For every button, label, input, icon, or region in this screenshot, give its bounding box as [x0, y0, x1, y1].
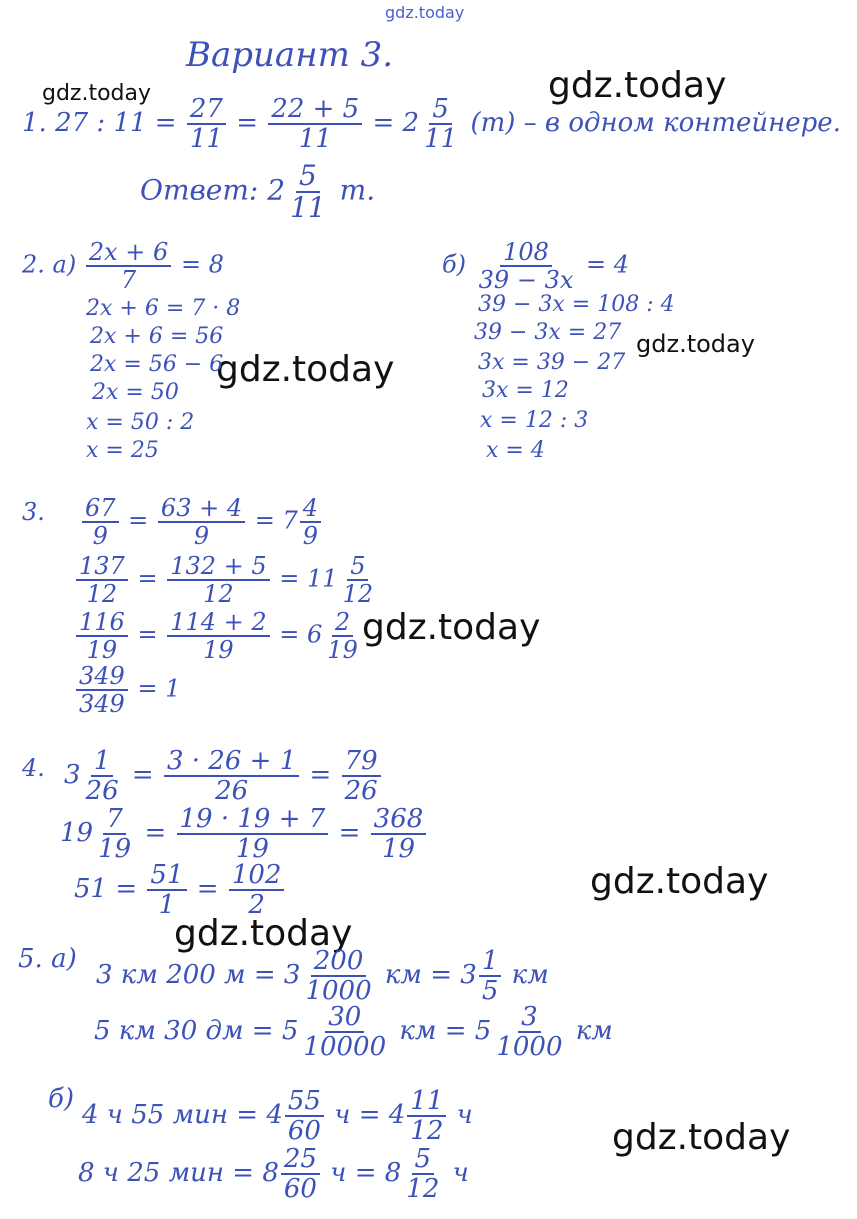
task-number: 1.	[22, 108, 47, 138]
fraction: $\frac{368}{19}$	[371, 806, 427, 862]
fraction: $\frac{11}{12}$	[407, 1088, 446, 1144]
fraction: $\frac{349}{349}$	[76, 664, 128, 716]
task-5-row: 3 км 200 м = 3 $\frac{200}{1000}$ км = 3 $\frac{1}{5}$ км	[96, 946, 549, 1006]
fraction: $\frac{2x + 6}{7}$	[86, 240, 171, 292]
fraction: $\frac{19 \cdot 19 + 7}{19}$	[177, 806, 329, 862]
watermark: gdz.today	[612, 1117, 791, 1158]
task-5-row: 5 км 30 дм = 5 $\frac{30}{10000}$ км = 5 $\frac{3}{1000}$ км	[94, 1002, 613, 1062]
fraction: $\frac{79}{26}$	[342, 748, 381, 804]
fraction: $\frac{3}{1000}$	[496, 1002, 563, 1062]
equation-line: 39 − 3x = 108 : 4	[478, 292, 675, 317]
fraction: $\frac{51}{1}$	[147, 862, 186, 918]
part-label: б)	[48, 1084, 75, 1114]
task-4-row: 51 = $\frac{51}{1}$ = $\frac{102}{2}$	[74, 862, 286, 918]
equation-line: 3x = 39 − 27	[478, 350, 626, 375]
fraction: $\frac{3 \cdot 26 + 1}{26}$	[164, 748, 299, 804]
page-title: Вариант 3.	[186, 35, 394, 75]
fraction: $\frac{30}{10000}$	[303, 1002, 387, 1062]
fraction: $\frac{1}{5}$	[479, 948, 502, 1004]
fraction: $\frac{55}{60}$	[285, 1088, 324, 1144]
equation-line: 2x = 56 − 6	[90, 352, 224, 377]
fraction: $\frac{2}{19}$	[327, 608, 358, 664]
equation-line: x = 12 : 3	[480, 408, 589, 433]
task-2b-header: б) $\frac{108}{39 - 3x}$ = 4	[442, 238, 630, 294]
task-3-row: $\frac{67}{9}$ = $\frac{63 + 4}{9}$ = 7 $\frac{4}{9}$	[80, 496, 323, 548]
equation-line: 2x = 50	[92, 380, 179, 405]
task-3-row: $\frac{137}{12}$ = $\frac{132 + 5}{12}$ = 11 $\frac{5}{12}$	[74, 554, 378, 606]
watermark: gdz.today	[385, 3, 465, 22]
fraction: $\frac{27}{11}$	[187, 96, 226, 152]
watermark: gdz.today	[590, 861, 769, 902]
equation-line: x = 50 : 2	[86, 410, 195, 435]
fraction: $\frac{5}{11}$	[424, 94, 458, 154]
watermark: gdz.today	[42, 81, 152, 106]
fraction: $\frac{108}{39 - 3x}$	[478, 238, 574, 294]
equation-line: 2x + 6 = 56	[90, 324, 224, 349]
fraction: $\frac{1}{26}$	[85, 746, 119, 806]
fraction: $\frac{132 + 5}{12}$	[167, 554, 269, 606]
task-number: 4.	[22, 754, 45, 782]
watermark: gdz.today	[216, 349, 395, 390]
fraction: $\frac{102}{2}$	[229, 862, 285, 918]
task-1-line: 1. 27 : 11 = $\frac{27}{11}$ = $\frac{22 + 5}{11}$ = 2 $\frac{5}{11}$ (т) – в одном контейнере.	[22, 94, 841, 154]
equation-line: 39 − 3x = 27	[474, 320, 622, 345]
equation-line: x = 25	[86, 438, 159, 463]
task-4-row: 3 $\frac{1}{26}$ = $\frac{3 \cdot 26 + 1}{26}$ = $\frac{79}{26}$	[64, 748, 383, 804]
fraction: $\frac{67}{9}$	[82, 496, 119, 548]
watermark: gdz.today	[174, 913, 353, 954]
task-5-row: 8 ч 25 мин = 8 $\frac{25}{60}$ ч = 8 $\frac{5}{12}$ ч	[78, 1144, 469, 1204]
watermark: gdz.today	[548, 65, 727, 106]
part-label: б)	[442, 250, 467, 279]
task-1-answer: Ответ: 2 $\frac{5}{11}$ т.	[140, 159, 376, 224]
fraction: $\frac{137}{12}$	[76, 554, 128, 606]
fraction: $\frac{22 + 5}{11}$	[268, 96, 362, 152]
fraction: $\frac{5}{11}$	[290, 159, 326, 224]
fraction: $\frac{4}{9}$	[300, 496, 321, 548]
fraction: $\frac{7}{19}$	[98, 804, 132, 864]
fraction: $\frac{5}{12}$	[342, 552, 374, 608]
task-5-row: 4 ч 55 мин = 4 $\frac{55}{60}$ ч = 4 $\frac{11}{12}$ ч	[82, 1086, 473, 1146]
equation-line: 3x = 12	[482, 378, 569, 403]
equation-line: x = 4	[486, 438, 545, 463]
task-number: 5. а)	[18, 944, 77, 974]
fraction: $\frac{5}{12}$	[406, 1144, 440, 1204]
task-3-row: $\frac{349}{349}$ = 1	[74, 664, 180, 716]
fraction: $\frac{200}{1000}$	[305, 946, 372, 1006]
answer-label: Ответ:	[140, 173, 259, 207]
fraction: $\frac{114 + 2}{19}$	[167, 610, 269, 662]
task-3-row: $\frac{116}{19}$ = $\frac{114 + 2}{19}$ = 6 $\frac{2}{19}$	[74, 610, 363, 662]
task-2a-header: 2. а) $\frac{2x + 6}{7}$ = 8	[22, 238, 224, 294]
equation-line: 2x + 6 = 7 · 8	[86, 296, 241, 321]
watermark: gdz.today	[362, 607, 541, 648]
task-number: 3.	[22, 498, 45, 526]
fraction: $\frac{25}{60}$	[281, 1146, 320, 1202]
watermark: gdz.today	[636, 330, 755, 358]
task-4-row: 19 $\frac{7}{19}$ = $\frac{19 \cdot 19 + 7}{19}$ = $\frac{368}{19}$	[60, 806, 428, 862]
fraction: $\frac{63 + 4}{9}$	[158, 496, 245, 548]
task-number: 2. а)	[22, 250, 77, 279]
fraction: $\frac{116}{19}$	[76, 610, 128, 662]
